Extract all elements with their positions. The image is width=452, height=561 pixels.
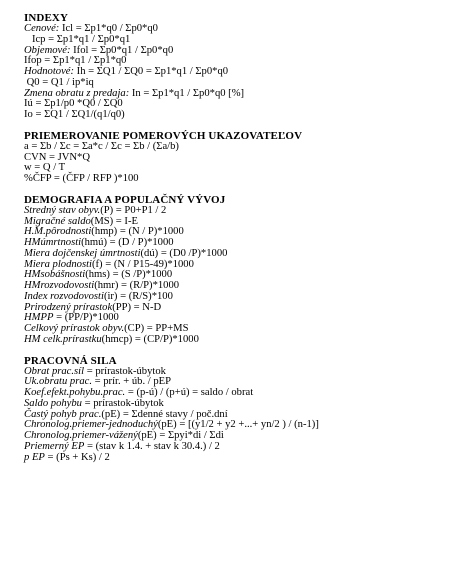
formula-text: %ČFP = (ČFP / RFP )*100 — [24, 173, 139, 184]
formula-text: Io = ΣQ1 / ΣQ1/(q1/q0) — [24, 109, 125, 120]
formula-text: In = Σp1*q1 / Σp0*q0 [%] — [129, 87, 245, 99]
formula-term: Zmena obratu z predaja: — [24, 87, 130, 99]
formula-term: Index rozvodovosti — [24, 290, 104, 302]
section-heading: PRACOVNÁ SILA — [24, 354, 117, 367]
formula-text: = prírastok-úbytok — [81, 397, 164, 409]
formula-text: Ifop = Σp1*q1 / Σp1*q0 — [24, 55, 127, 67]
formula-text: (dú) = (D0 /P)*1000 — [140, 247, 228, 259]
formula-term: Obrat prac.síl — [24, 365, 85, 377]
formula-text: = (PP/P)*1000 — [53, 312, 119, 324]
formula-text: CVN = JVN*Q — [24, 151, 91, 163]
formula-term: Uk.obratu prac. — [24, 376, 92, 388]
formula-text: Ih = ΣQ1 / ΣQ0 = Σp1*q1 / Σp0*q0 — [74, 66, 229, 77]
formula-text: = (p-ú) / (p+ú) = saldo / obrat — [125, 387, 254, 398]
formula-term: Saldo pohybu — [24, 397, 82, 409]
formula-term: HMsobášnosti — [24, 269, 86, 281]
formula-term: Prirodzený prírastok — [24, 301, 113, 313]
formula-term: Častý pohyb prac. — [24, 408, 102, 420]
formula-term: Chronolog.priemer-jednoduchý — [24, 419, 158, 431]
formula-text: w = Q / T — [24, 162, 66, 174]
formula-term: Celkový prírastok obyv. — [24, 323, 125, 334]
formula-term: p EP — [24, 451, 45, 463]
formula-text: (CP) = PP+MS — [124, 323, 189, 334]
formula-text: (hmr) = (R/P)*1000 — [94, 280, 180, 291]
formula-text: Icp = Σp1*q1 / Σp0*q1 — [24, 33, 131, 45]
formula-term: HMúmrtnosti — [24, 237, 82, 248]
formula-text: (pE) = [(y1/2 + y2 +...+ yn/2 ) / (n-1)] — [157, 419, 319, 431]
formula-text: (ir) = (R/S)*100 — [103, 290, 173, 302]
formula-text: (P) = P0+P1 / 2 — [100, 204, 167, 216]
formula-text: (hms) = (S /P)*1000 — [85, 269, 173, 281]
section-priemerovanie — [24, 131, 452, 185]
formula-text: = (stav k 1.4. + stav k 30.4.) / 2 — [84, 440, 220, 452]
section-indexy — [24, 13, 452, 121]
formula-line — [24, 153, 452, 164]
formula-term: Hodnotové: — [24, 66, 75, 77]
formula-term: Priemerný EP — [24, 440, 85, 452]
formula-term: Koef.efekt.pohybu.prac. — [24, 387, 126, 398]
section-heading: DEMOGRAFIA A POPULAČNÝ VÝVOJ — [24, 193, 226, 206]
formula-term: HM celk.prírastku — [24, 333, 102, 345]
formula-term: Objemové: — [24, 44, 71, 56]
formula-term: HMPP — [24, 312, 54, 324]
formula-text: Icl = Σp1*q0 / Σp0*q0 — [59, 23, 158, 34]
formula-term: Stredný stav obyv. — [24, 204, 101, 216]
formula-text: Q0 = Q1 / ip*iq — [24, 76, 94, 88]
section-demografia — [24, 195, 452, 346]
formula-text: = prírastok-úbytok — [84, 365, 166, 377]
formula-line — [24, 335, 452, 346]
section-heading: INDEXY — [24, 12, 68, 24]
formula-line — [24, 110, 452, 121]
formula-term: HMrozvodovosti — [24, 280, 95, 291]
formula-term: Migračné saldo — [24, 215, 91, 227]
section-pracovna-sila — [24, 356, 452, 464]
formula-text: (pE) = Σpyi*di / Σdi — [137, 430, 224, 441]
formula-term: Cenové: — [24, 23, 60, 34]
formula-term: Miera plodnosti — [24, 258, 92, 270]
formula-line — [24, 174, 452, 185]
formula-text: (hmp) = (N / P)*1000 — [91, 226, 184, 238]
formula-text: a = Σb / Σc = Σa*c / Σc = Σb / (Σa/b) — [24, 140, 179, 152]
formula-text: = (Ps + Ks) / 2 — [44, 451, 110, 463]
formula-text: Ifol = Σp0*q1 / Σp0*q0 — [70, 44, 174, 56]
formula-text: = prír. + úb. / pEP — [91, 376, 172, 388]
formula-term: Chronolog.priemer-vážený — [24, 430, 138, 441]
formula-text: (hmcp) = (CP/P)*1000 — [101, 333, 199, 345]
formula-text: (PP) = N-D — [112, 301, 162, 313]
formula-term: H.M.pôrodnosti — [24, 226, 92, 238]
formula-line — [24, 453, 452, 464]
formula-term: Miera dojčenskej úmrtnosti — [24, 247, 141, 259]
formula-text: (MS) = I-E — [90, 215, 138, 227]
formula-text: (hmú) = (D / P)*1000 — [81, 237, 174, 248]
formula-text: (pE) = Σdenné stavy / poč.dní — [101, 408, 228, 420]
section-heading: PRIEMEROVANIE POMEROVÝCH UKAZOVATEĽOV — [24, 129, 303, 142]
formula-text: (f) = (N / P15-49)*1000 — [91, 258, 194, 270]
formula-text: Iú = Σp1/p0 *Q0 / ΣQ0 — [24, 98, 123, 110]
